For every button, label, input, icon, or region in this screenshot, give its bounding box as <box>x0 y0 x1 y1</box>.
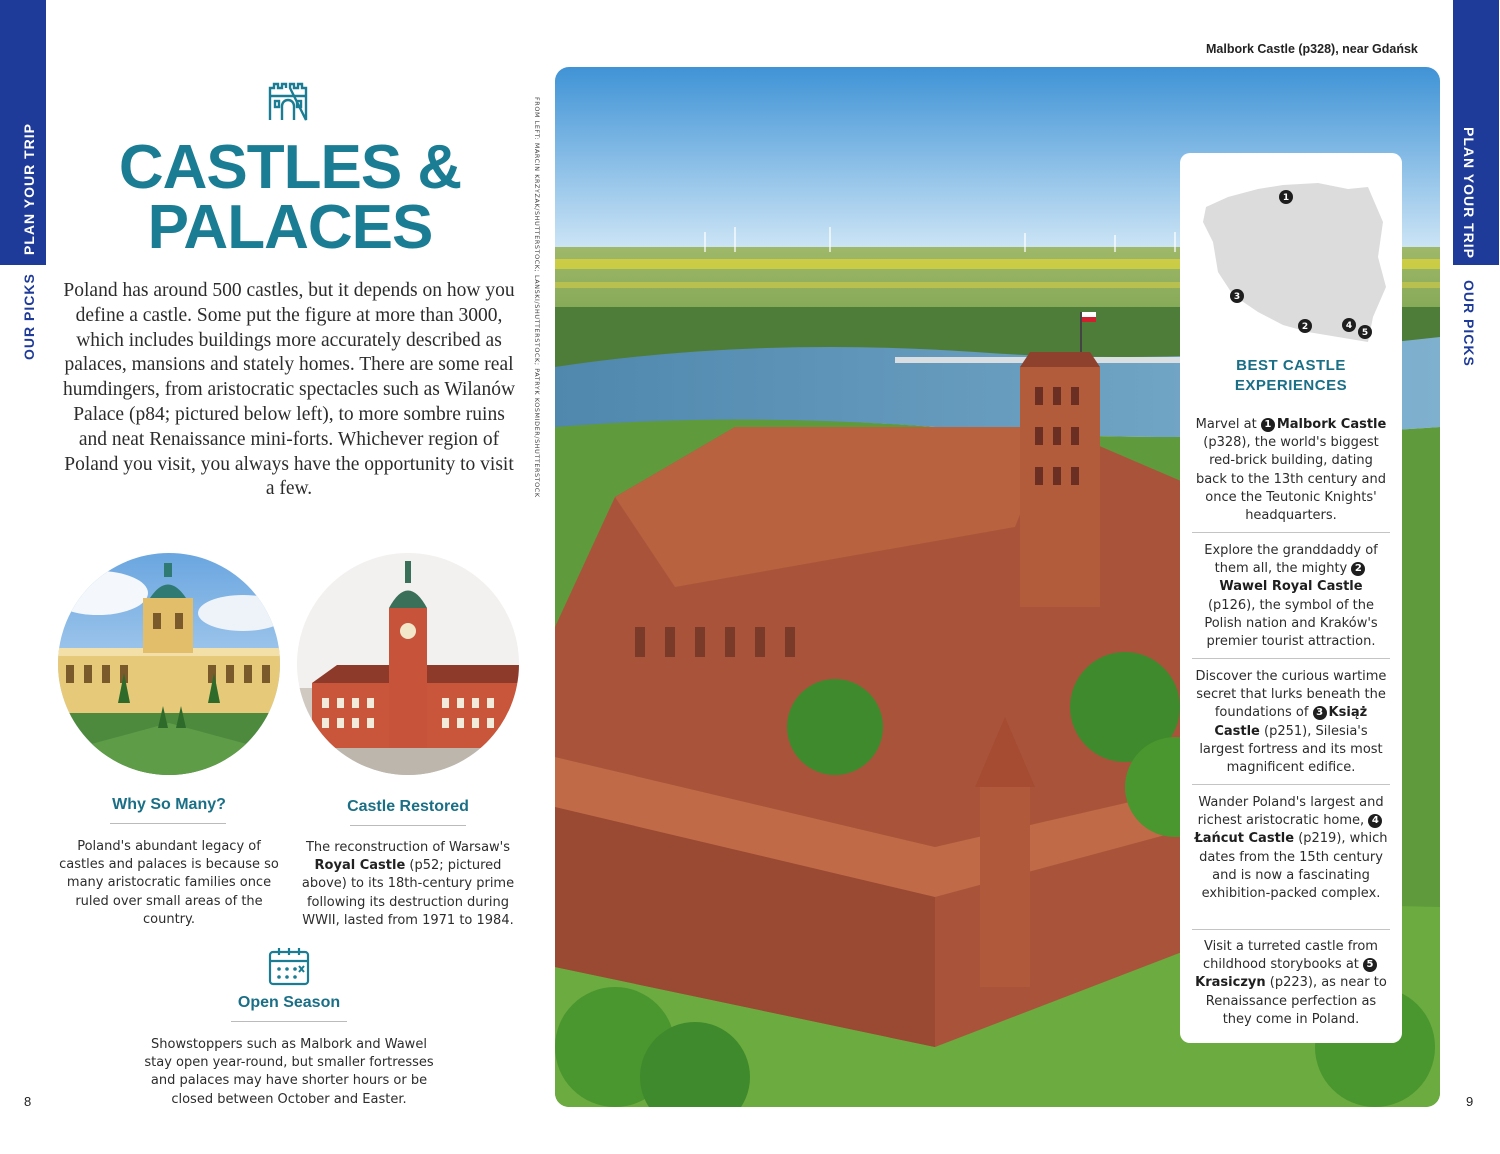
why-so-many-heading: Why So Many? <box>112 796 226 813</box>
open-season-heading: Open Season <box>237 994 341 1011</box>
map-marker-2: 2 <box>1301 322 1309 332</box>
number-badge-icon: 1 <box>1261 418 1275 432</box>
intro-paragraph: Poland has around 500 castles, but it depends on how you define a castle. Some put the figure at more than 3000, which includes buildings more accurately described as palaces, mansions and stately homes. There are some real humdingers, from aristocratic spectacles such as Wilanów Palace (p84; pictured below left), to more sombre ruins and neat Renaissance mini-forts. Whichever region of Poland you visit, you always have the opportunity to visit a few. <box>62 280 516 500</box>
card-divider <box>1192 929 1390 930</box>
poland-map <box>1188 167 1394 353</box>
entry-text-end: (p328), the world's biggest red-brick building, dating back to the 13th century and once the Teutonic Knights' headquarters. <box>1195 435 1387 524</box>
experience-item <box>1194 938 1388 1029</box>
castle-restored-text <box>292 839 524 930</box>
card-divider <box>1192 784 1390 785</box>
photo-caption: Malbork Castle (p328), near Gdańsk <box>1206 42 1418 56</box>
card-title-line1: BEST CASTLE <box>1236 357 1346 374</box>
tab-label-plan-your-trip-right: PLAN YOUR TRIP <box>1461 127 1477 259</box>
number-badge-icon: 3 <box>1313 706 1327 720</box>
entry-text-start: Discover the curious wartime secret that lurks beneath the foundations of <box>1195 669 1387 721</box>
castle-name: Malbork Castle <box>1276 417 1387 432</box>
royal-castle-photo <box>297 553 519 775</box>
experience-item <box>1194 668 1388 777</box>
experience-item <box>1194 416 1388 525</box>
number-badge-icon: 2 <box>1351 562 1365 576</box>
calendar-icon <box>268 946 310 986</box>
page-number-left: 8 <box>24 1094 32 1109</box>
tab-label-plan-your-trip: PLAN YOUR TRIP <box>21 123 37 255</box>
divider <box>110 823 226 824</box>
entry-text-start: Visit a turreted castle from childhood storybooks at <box>1202 939 1378 973</box>
card-divider <box>1192 532 1390 533</box>
entry-text-end: (p223), as near to Renaissance perfection as they come in Poland. <box>1205 975 1387 1027</box>
entry-text-end: (p126), the symbol of the Polish nation and Kraków's premier tourist attraction. <box>1204 597 1378 650</box>
castle-name: Książ Castle <box>1214 705 1368 739</box>
page-number-right: 9 <box>1466 1094 1474 1109</box>
castle-restored-text-end: (p52; pictured above) to its 18th-century prime following its destruction during WWII, lasted from 1971 to 1984. <box>301 858 515 928</box>
divider <box>350 825 466 826</box>
map-marker-3: 3 <box>1233 292 1241 302</box>
card-divider <box>1192 658 1390 659</box>
castle-icon <box>266 80 310 122</box>
map-marker-4: 4 <box>1345 321 1353 331</box>
map-marker-5: 5 <box>1361 328 1369 338</box>
best-castle-experiences-card <box>1180 153 1402 1043</box>
castle-name: Wawel Royal Castle <box>1219 579 1363 595</box>
map-marker-1: 1 <box>1282 193 1290 203</box>
wilanow-palace-photo <box>58 553 280 775</box>
card-title-line2: EXPERIENCES <box>1234 376 1348 394</box>
section-label-our-picks-right: OUR PICKS <box>1461 280 1477 367</box>
experience-item <box>1194 794 1388 903</box>
card-title <box>1180 356 1402 395</box>
open-season-text: Showstoppers such as Malbork and Wawel stay open year-round, but smaller fortresses and palaces may have shorter hours or be closed between October and Easter. <box>144 1037 434 1107</box>
why-so-many-text: Poland's abundant legacy of castles and palaces is because so many aristocratic families once ruled over small areas of the country. <box>59 839 279 927</box>
divider <box>231 1021 347 1022</box>
number-badge-icon: 5 <box>1363 958 1377 972</box>
number-badge-icon: 4 <box>1368 814 1382 828</box>
experience-item <box>1194 542 1388 651</box>
entry-text-end: (p219), which dates from the 15th century and is now a fascinating exhibition-packed complex. <box>1199 831 1388 902</box>
section-label-our-picks: OUR PICKS <box>21 273 37 360</box>
castle-restored-heading: Castle Restored <box>347 798 469 815</box>
castle-name: Łańcut Castle <box>1194 831 1295 847</box>
entry-text-start: Wander Poland's largest and richest aristocratic home, <box>1197 795 1384 829</box>
castle-name: Krasiczyn <box>1195 975 1266 991</box>
entry-text-start: Explore the granddaddy of them all, the mighty <box>1204 543 1378 577</box>
royal-castle-name: Royal Castle <box>314 858 406 874</box>
entry-text-end: (p251), Silesia's largest fortress and its most magnificent edifice. <box>1199 723 1383 776</box>
castle-restored-text-start: The reconstruction of Warsaw's <box>305 840 511 855</box>
page-title-line1: CASTLES & <box>118 133 462 202</box>
page-title <box>60 133 520 262</box>
photo-credit: FROM LEFT: MARCIN KRZYZAK/SHUTTERSTOCK; LANSKI/SHUTTERSTOCK; PATRYK KOSMIDER/SHUTTERSTOCK <box>533 97 541 498</box>
entry-text-start: Marvel at <box>1195 417 1261 432</box>
page-title-line2: PALACES <box>147 193 433 262</box>
